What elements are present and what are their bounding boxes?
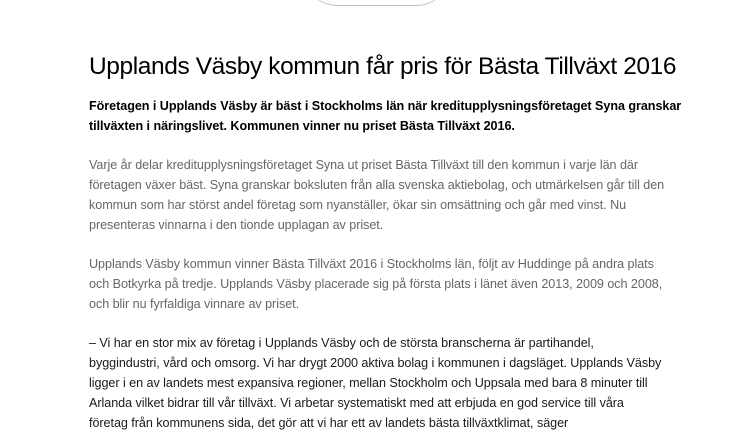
paragraph-line: byggindustri, vård och omsorg. Vi har drygt 2000 aktiva bolag i kommunen i dagsläget. Upplands Väsby [89,356,662,370]
paragraph-line: Arlanda vilket bidrar till vår tillväxt. Vi arbetar systematiskt med att erbjuda en god service till våra [89,396,624,410]
paragraph-line: – Vi har en stor mix av företag i Upplands Väsby och de största branscherna är partihandel, [89,336,594,350]
paragraph-line: Varje år delar kreditupplysningsföretaget Syna ut priset Bästa Tillväxt till den kommun i varje län där [89,158,639,172]
article [89,52,682,433]
lead-line: tillväxten i näringslivet. Kommunen vinner nu priset Bästa Tillväxt 2016. [89,119,515,133]
article-lead [89,96,682,136]
paragraph-winners [89,254,679,314]
paragraph-line: och blir nu fyrfaldiga vinnare av priset. [89,297,300,311]
paragraph-line: företagen växer bäst. Syna granskar boksluten från alla svenska aktiebolag, och utmärkelsen går till den [89,178,665,192]
paragraph-prize-description [89,155,679,235]
paragraph-line: företag från kommunens sida, det gör att vi har ett av landets bästa tillväxtklimat, säger [89,416,569,430]
paragraph-line: Upplands Väsby kommun vinner Bästa Tillväxt 2016 i Stockholms län, följt av Huddinge på andra plats [89,257,654,271]
paragraph-line: presenteras vinnarna i den tionde upplagan av priset. [89,218,384,232]
paragraph-line: ligger i en av landets mest expansiva regioner, mellan Stockholm och Uppsala med bara 8 minuter till [89,376,648,390]
paragraph-line: kommun som har störst andel företag som nyanställer, ökar sin omsättning och går med vinst. Nu [89,198,627,212]
paragraph-quote [89,333,679,433]
article-title: Upplands Väsby kommun får pris för Bästa Tillväxt 2016 [89,53,677,80]
lead-line: Företagen i Upplands Väsby är bäst i Stockholms län när kreditupplysningsföretaget Syna granskar [89,99,682,113]
logo-emblem-edge [302,0,452,6]
paragraph-line: och Botkyrka på tredje. Upplands Väsby placerade sig på första plats i länet även 2013, 2009 och 2008, [89,277,663,291]
